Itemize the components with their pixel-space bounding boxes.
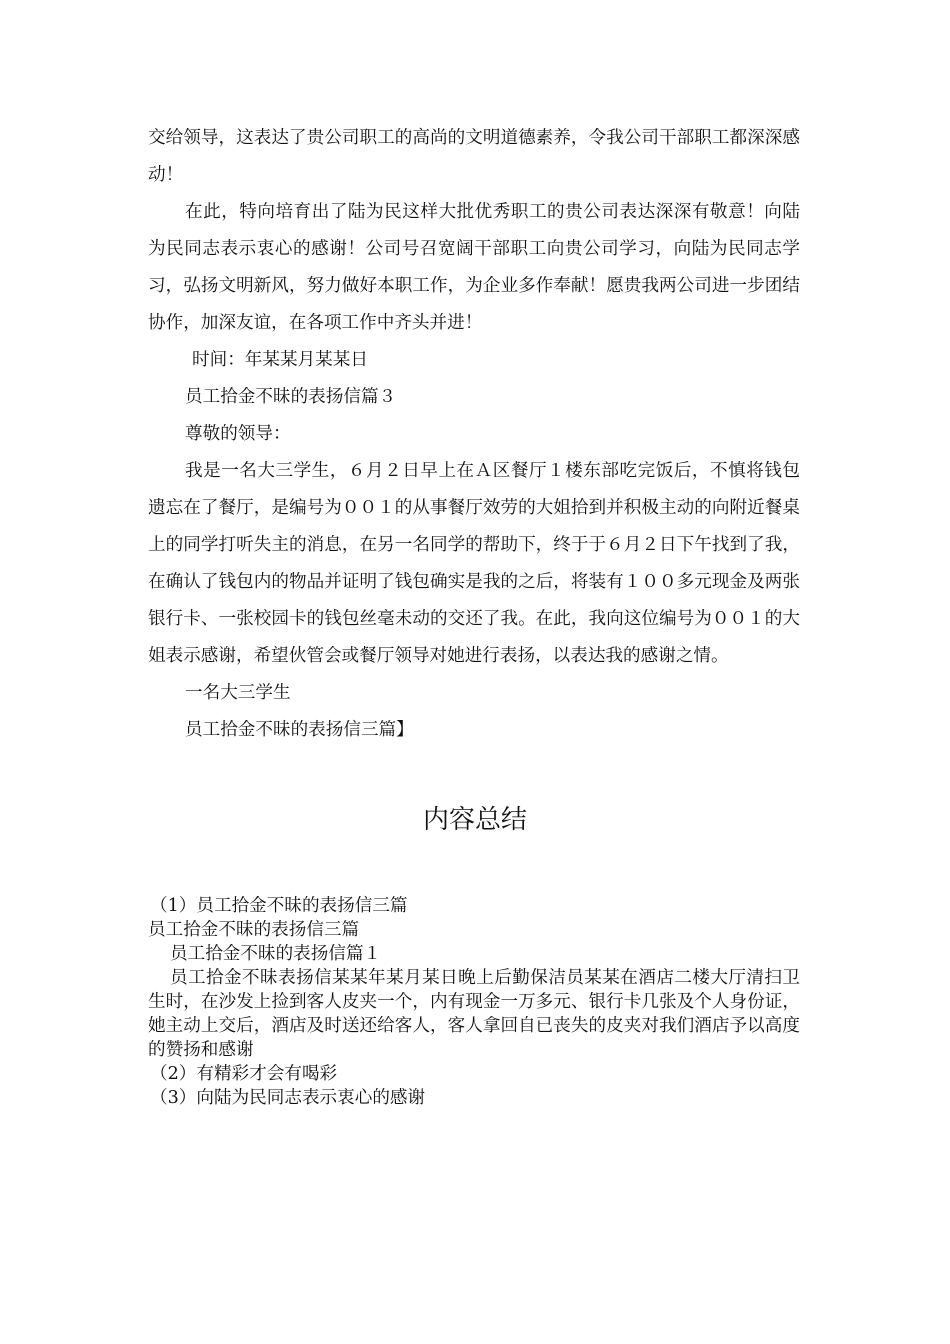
summary-item-3: （3）向陆为民同志表示衷心的感谢: [150, 1088, 426, 1108]
letter-paragraph-3: 我是一名大三学生，６月２日早上在Ａ区餐厅１楼东部吃完饭后，不慎将钱包遗忘在了餐厅，是编号为００１的从事餐厅效劳的大姐拾到并积极主动的向附近餐桌上的同学打听失主的消息，在另一名同学的帮助下，终于于６月２日下午找到了我，在确认了钱包内的物品并证明了钱包确实是我的之后，将装有１００多元现金及两张银行卡、一张校园卡的钱包丝毫未动的交还了我。在此，我向这位编号为００１的大姐表示感谢，希望伙管会或餐厅领导对她进行表扬，以表达我的感谢之情。: [148, 461, 800, 666]
summary-section: [148, 894, 800, 1110]
summary-paragraph: 员工拾金不昧表扬信某某年某月某日晚上后勤保洁员某某在酒店二楼大厅清扫卫生时，在沙发上捡到客人皮夹一个，内有现金一万多元、银行卡几张及个人身份证，她主动上交后，酒店及时送还给客人，客人拿回自已丧失的皮夹对我们酒店予以高度的赞扬和感谢: [148, 968, 800, 1060]
letter-paragraph-1: 交给领导，这表达了贵公司职工的高尚的文明道德素养，令我公司干部职工都深深感动！: [148, 128, 800, 185]
summary-line-subtitle: 员工拾金不昧的表扬信篇１: [170, 944, 382, 964]
summary-item-2: （2）有精彩才会有喝彩: [150, 1064, 338, 1084]
letter-date: 时间：年某某月某某日: [192, 350, 368, 370]
letter-signature: 一名大三学生: [185, 683, 291, 703]
letter-closing: 员工拾金不昧的表扬信三篇】: [185, 720, 414, 740]
summary-line-title: 员工拾金不昧的表扬信三篇: [148, 920, 360, 940]
letter-greeting: 尊敬的领导：: [185, 424, 291, 444]
summary-item-1: （1）员工拾金不昧的表扬信三篇: [150, 896, 408, 916]
summary-heading: 内容总结: [422, 805, 527, 835]
letter-body: [148, 120, 800, 749]
letter-paragraph-2: 在此，特向培育出了陆为民这样大批优秀职工的贵公司表达深深有敬意！向陆为民同志表示衷心的感谢！公司号召宽阔干部职工向贵公司学习，向陆为民同志学习，弘扬文明新风，努力做好本职工作，为企业多作奉献！愿贵我两公司进一步团结协作，加深友谊，在各项工作中齐头并进！: [148, 202, 800, 333]
letter-title-3: 员工拾金不昧的表扬信篇３: [185, 387, 397, 407]
